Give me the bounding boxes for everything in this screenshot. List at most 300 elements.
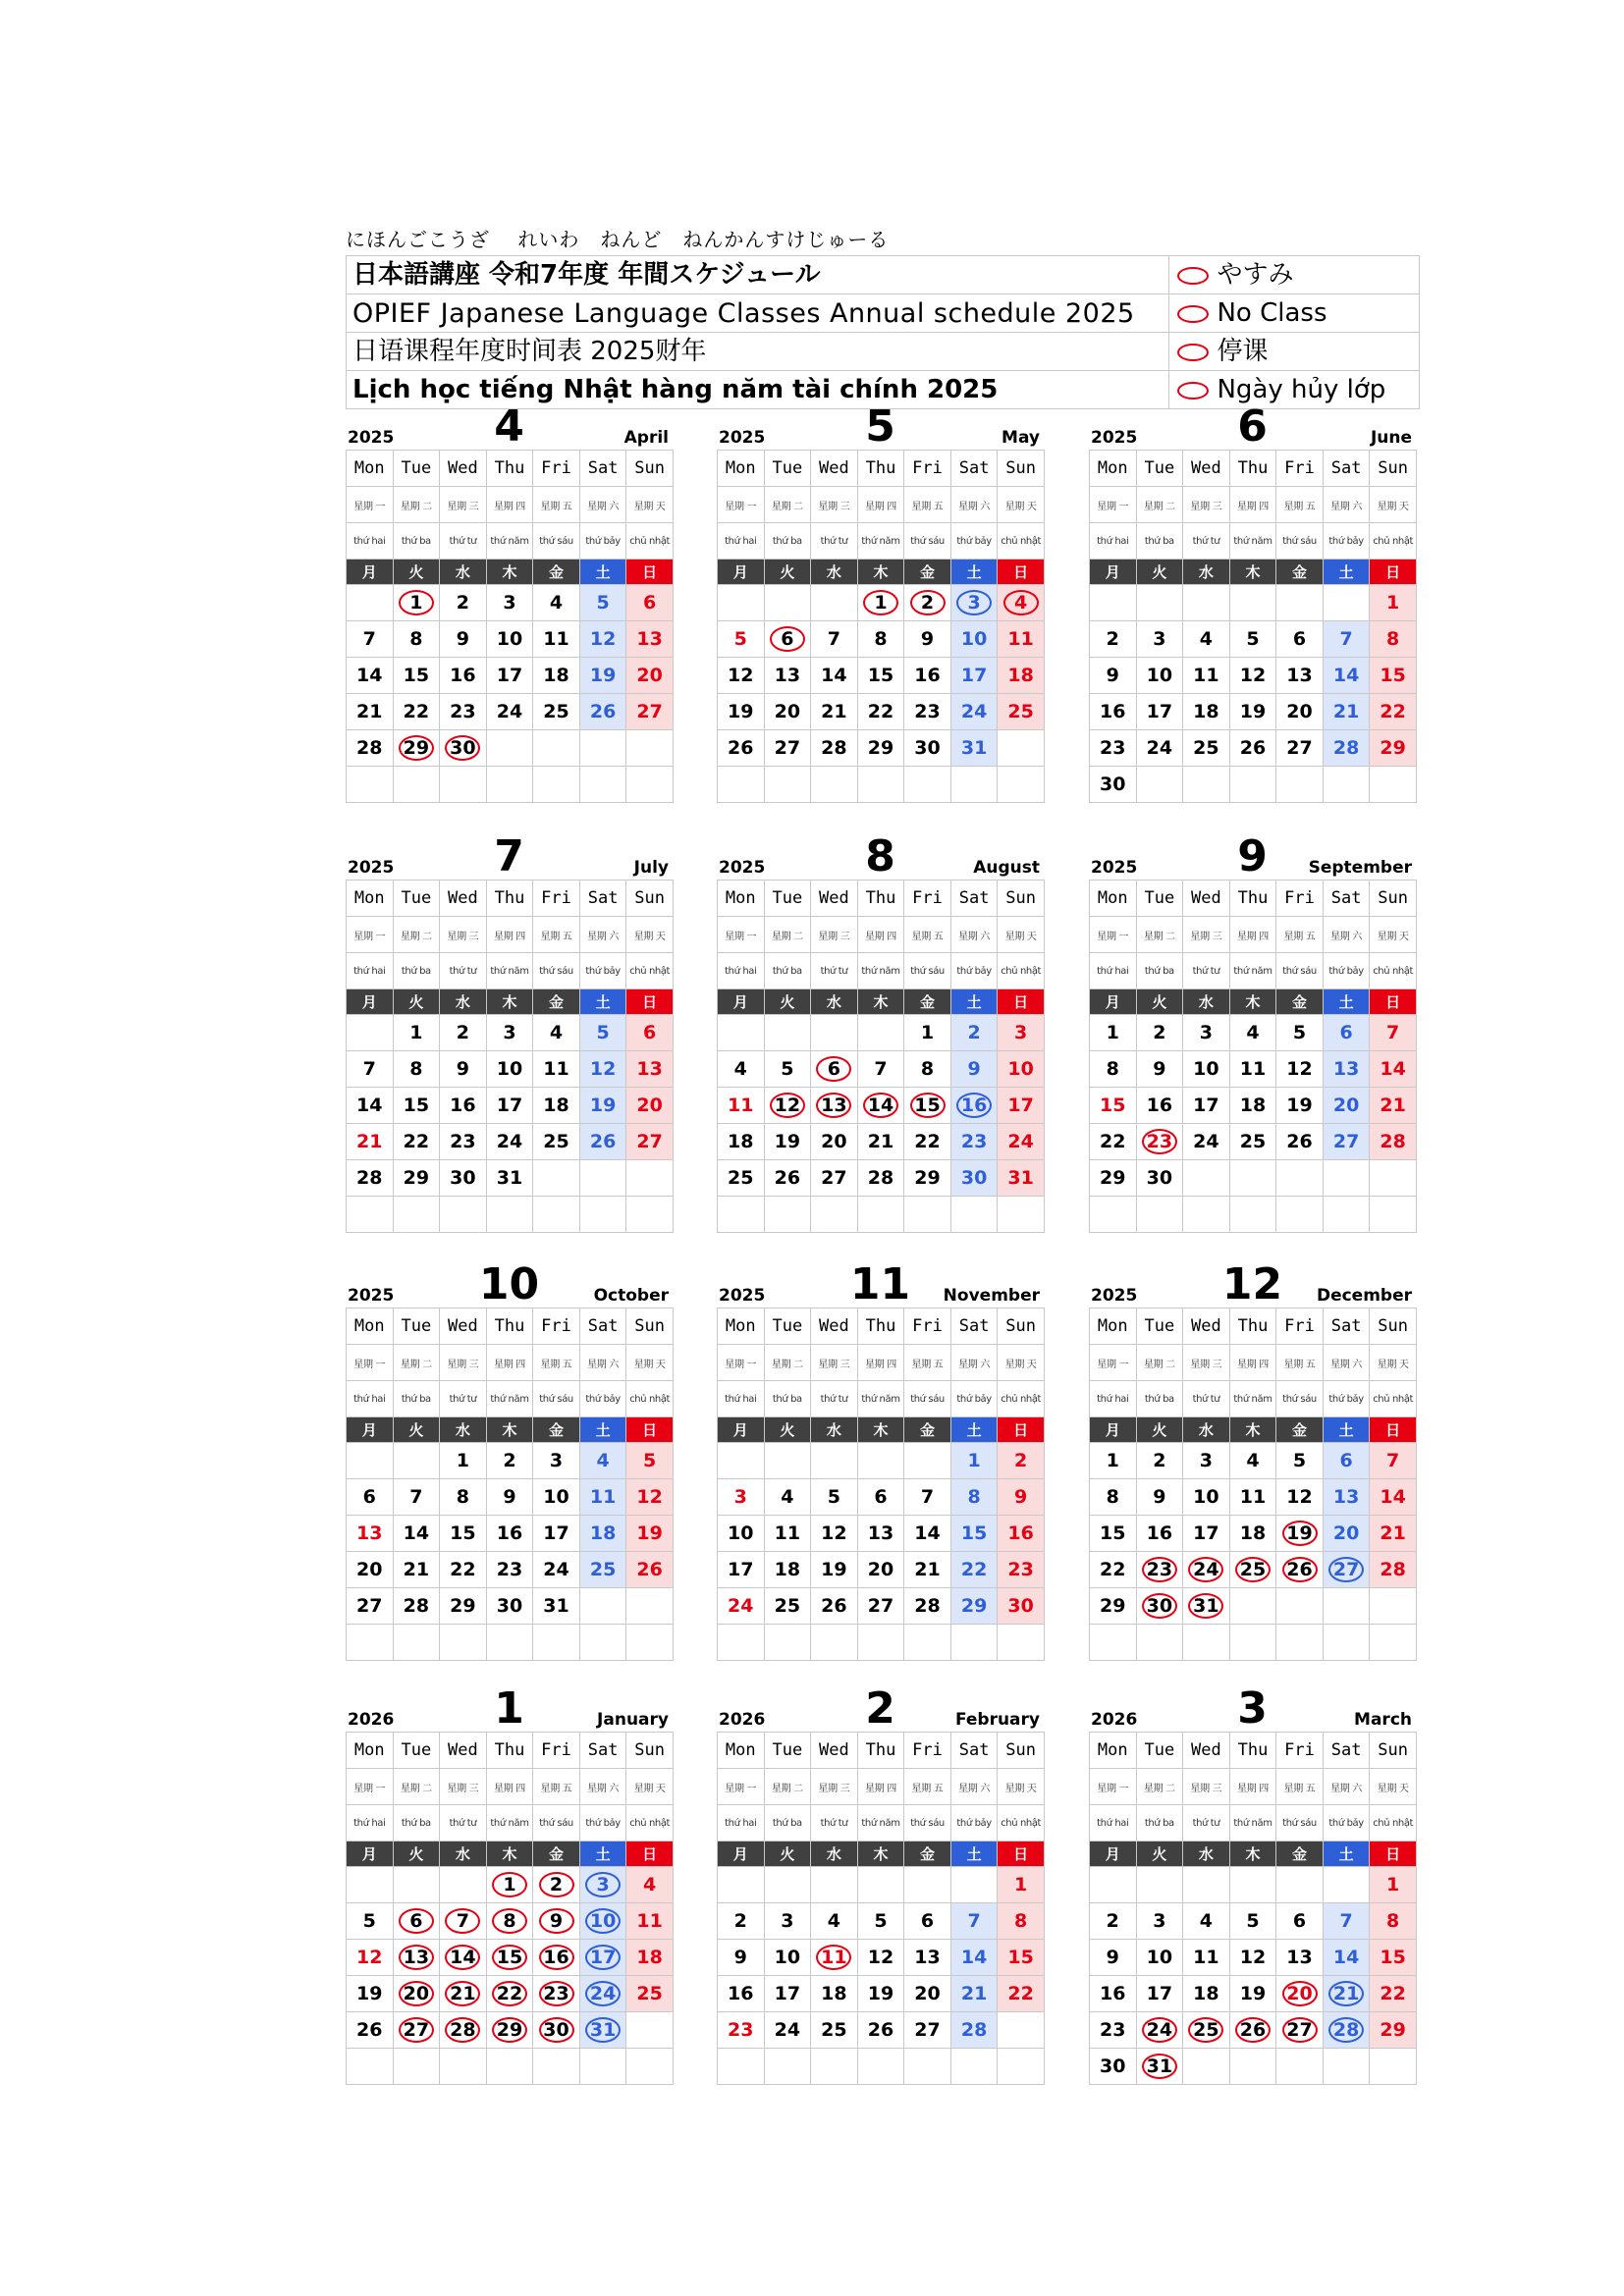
week-row [1090, 1160, 1417, 1197]
weekday-vietnamese-label: chủ nhật [998, 1805, 1045, 1842]
day-cell: 12 [1229, 658, 1276, 694]
month-header [1089, 831, 1416, 881]
weekday-vietnamese-row [347, 953, 674, 989]
day-cell [533, 1867, 580, 1903]
weekday-vietnamese-label: chủ nhật [626, 953, 674, 989]
month-day-grid [1089, 1308, 1417, 1661]
day-cell: 14 [811, 658, 858, 694]
week-row [718, 621, 1045, 658]
weekday-vietnamese-label: chủ nhật [1370, 1805, 1417, 1842]
weekday-english-label: Sat [579, 1308, 626, 1345]
weekday-english-label: Sun [626, 1733, 674, 1769]
day-cell: 10 [1136, 658, 1183, 694]
empty-cell [393, 2049, 440, 2085]
day-cell: 15 [1370, 658, 1417, 694]
weekday-japanese-label: 木 [1229, 1842, 1276, 1867]
day-cell: 11 [998, 621, 1045, 658]
weekday-vietnamese-label: thứ ba [764, 1381, 811, 1417]
day-cell: 1 [904, 1015, 951, 1051]
month-name: September [1308, 858, 1412, 878]
empty-cell [857, 1867, 904, 1903]
weekday-vietnamese-label: thứ bảy [1323, 1805, 1370, 1842]
empty-cell [764, 585, 811, 621]
empty-cell [904, 1625, 951, 1661]
day-cell: 15 [440, 1516, 487, 1552]
weekday-japanese-label: 水 [440, 989, 487, 1015]
week-row [718, 694, 1045, 730]
weekday-english-label: Sat [950, 1733, 998, 1769]
day-cell: 17 [1183, 1516, 1230, 1552]
day-cell [533, 1940, 580, 1976]
day-cell: 7 [1370, 1015, 1417, 1051]
no-class-day-marker: 27 [1282, 2017, 1318, 2043]
weekday-chinese-row [347, 1769, 674, 1805]
day-cell: 10 [950, 621, 998, 658]
empty-cell [626, 1588, 674, 1625]
day-cell: 4 [811, 1903, 858, 1940]
day-cell [1136, 2049, 1183, 2085]
month-day-grid [346, 1732, 674, 2085]
weekday-english-label: Sun [998, 1308, 1045, 1345]
empty-cell [1370, 767, 1417, 803]
day-cell: 25 [764, 1588, 811, 1625]
weekday-english-label: Thu [1229, 1733, 1276, 1769]
weekday-vietnamese-label: thứ tư [1183, 523, 1230, 560]
day-cell: 6 [626, 585, 674, 621]
weekday-vietnamese-label: thứ ba [1136, 953, 1183, 989]
weekday-english-label: Mon [347, 1733, 394, 1769]
month-header [717, 1259, 1044, 1309]
empty-cell [579, 1625, 626, 1661]
weekday-vietnamese-label: thứ hai [347, 953, 394, 989]
weekday-japanese-row [347, 1417, 674, 1443]
week-row [718, 1197, 1045, 1233]
no-class-day-marker: 22 [492, 1981, 527, 2006]
day-cell: 28 [857, 1160, 904, 1197]
day-cell: 29 [904, 1160, 951, 1197]
day-cell: 10 [1136, 1940, 1183, 1976]
day-cell: 3 [1183, 1443, 1230, 1479]
weekday-chinese-label: 星期 五 [904, 1345, 951, 1381]
weekday-chinese-label: 星期 二 [1136, 1345, 1183, 1381]
empty-cell [1370, 1197, 1417, 1233]
empty-cell [440, 2049, 487, 2085]
month-name: May [1001, 428, 1040, 448]
day-cell: 19 [347, 1976, 394, 2012]
day-cell: 24 [1136, 730, 1183, 767]
month-number: 7 [494, 831, 524, 881]
month-number: 10 [478, 1259, 540, 1309]
day-cell: 21 [950, 1976, 998, 2012]
day-cell: 31 [950, 730, 998, 767]
weekday-japanese-label: 日 [626, 560, 674, 585]
no-class-day-marker: 9 [539, 1908, 574, 1934]
weekday-japanese-label: 木 [486, 1417, 533, 1443]
month-number: 5 [865, 401, 895, 452]
day-cell: 14 [347, 1088, 394, 1124]
day-cell [579, 1867, 626, 1903]
weekday-vietnamese-label: thứ hai [718, 953, 765, 989]
day-cell: 21 [857, 1124, 904, 1160]
day-cell: 6 [626, 1015, 674, 1051]
empty-cell [1276, 1867, 1324, 1903]
weekday-japanese-label: 日 [998, 989, 1045, 1015]
day-cell: 11 [718, 1088, 765, 1124]
day-cell [1183, 2012, 1230, 2049]
weekday-japanese-row [718, 1842, 1045, 1867]
day-cell: 24 [718, 1588, 765, 1625]
weekday-english-label: Mon [347, 881, 394, 917]
weekday-japanese-label: 金 [1276, 989, 1324, 1015]
day-cell: 11 [764, 1516, 811, 1552]
day-cell: 27 [626, 694, 674, 730]
weekday-chinese-label: 星期 天 [998, 917, 1045, 953]
weekday-chinese-label: 星期 三 [1183, 1345, 1230, 1381]
month-header [1089, 1259, 1416, 1309]
empty-cell [857, 1625, 904, 1661]
empty-cell [533, 767, 580, 803]
empty-cell [950, 767, 998, 803]
weekday-english-row [1090, 881, 1417, 917]
empty-cell [811, 1015, 858, 1051]
weekday-japanese-label: 土 [579, 1417, 626, 1443]
month-header [717, 1683, 1044, 1734]
month-header [346, 831, 673, 881]
day-cell: 31 [533, 1588, 580, 1625]
empty-cell [440, 1197, 487, 1233]
day-cell: 12 [579, 1051, 626, 1088]
month-name: December [1316, 1286, 1412, 1306]
day-cell: 30 [998, 1588, 1045, 1625]
month-day-grid [1089, 1732, 1417, 2085]
empty-cell [811, 1867, 858, 1903]
month-number: 9 [1237, 831, 1268, 881]
weekday-chinese-label: 星期 一 [718, 487, 765, 523]
day-cell: 12 [857, 1940, 904, 1976]
no-class-day-marker: 1 [863, 590, 898, 615]
weekday-english-label: Wed [811, 1308, 858, 1345]
week-row [347, 1443, 674, 1479]
day-cell [1276, 2012, 1324, 2049]
empty-cell [1090, 1197, 1137, 1233]
empty-cell [347, 1197, 394, 1233]
day-cell: 4 [579, 1443, 626, 1479]
day-cell: 22 [1090, 1124, 1137, 1160]
weekday-chinese-label: 星期 五 [533, 1345, 580, 1381]
week-row [347, 1088, 674, 1124]
day-cell: 17 [533, 1516, 580, 1552]
weekday-japanese-label: 月 [1090, 1417, 1137, 1443]
no-class-day-marker: 31 [1142, 2054, 1177, 2079]
day-cell: 14 [1370, 1051, 1417, 1088]
day-cell: 19 [626, 1516, 674, 1552]
empty-cell [718, 767, 765, 803]
no-class-day-marker: 21 [445, 1981, 480, 2006]
week-row [1090, 1940, 1417, 1976]
week-row [1090, 2012, 1417, 2049]
weekday-english-label: Wed [440, 451, 487, 487]
weekday-english-label: Fri [1276, 881, 1324, 917]
weekday-vietnamese-label: chủ nhật [1370, 1381, 1417, 1417]
weekday-vietnamese-label: thứ bảy [579, 1381, 626, 1417]
weekday-japanese-label: 木 [1229, 560, 1276, 585]
day-cell: 18 [811, 1976, 858, 2012]
day-cell: 7 [1370, 1443, 1417, 1479]
empty-cell [1229, 1867, 1276, 1903]
weekday-japanese-label: 火 [764, 1417, 811, 1443]
day-cell: 12 [1276, 1479, 1324, 1516]
weekday-chinese-label: 星期 天 [998, 487, 1045, 523]
day-cell: 20 [811, 1124, 858, 1160]
day-cell: 16 [1090, 694, 1137, 730]
no-class-day-marker: 29 [399, 735, 434, 761]
weekday-chinese-label: 星期 一 [1090, 1769, 1137, 1805]
weekday-japanese-label: 水 [1183, 989, 1230, 1015]
weekday-vietnamese-label: thứ bảy [950, 1381, 998, 1417]
weekday-vietnamese-label: thứ năm [1229, 953, 1276, 989]
weekday-japanese-label: 月 [718, 560, 765, 585]
day-cell: 5 [579, 585, 626, 621]
empty-cell [347, 585, 394, 621]
weekday-japanese-label: 木 [857, 1842, 904, 1867]
day-cell: 17 [486, 658, 533, 694]
weekday-english-label: Thu [857, 1733, 904, 1769]
empty-cell [626, 2012, 674, 2049]
weekday-vietnamese-label: thứ tư [811, 1381, 858, 1417]
weekday-japanese-label: 水 [440, 1417, 487, 1443]
weekday-chinese-label: 星期 天 [1370, 1345, 1417, 1381]
week-row [1090, 694, 1417, 730]
empty-cell [626, 1197, 674, 1233]
empty-cell [533, 730, 580, 767]
weekday-english-label: Thu [486, 1733, 533, 1769]
day-cell [857, 585, 904, 621]
weekday-english-label: Wed [1183, 451, 1230, 487]
day-cell: 11 [1183, 1940, 1230, 1976]
weekday-japanese-label: 月 [1090, 1842, 1137, 1867]
weekday-english-label: Sun [998, 1733, 1045, 1769]
weekday-english-label: Fri [904, 1733, 951, 1769]
day-cell: 29 [440, 1588, 487, 1625]
day-cell: 18 [998, 658, 1045, 694]
day-cell [533, 1903, 580, 1940]
day-cell: 23 [998, 1552, 1045, 1588]
weekday-japanese-label: 日 [998, 1417, 1045, 1443]
month-header [717, 401, 1044, 452]
week-row [347, 1160, 674, 1197]
empty-cell [347, 1015, 394, 1051]
weekday-vietnamese-label: chủ nhật [626, 523, 674, 560]
day-cell: 19 [764, 1124, 811, 1160]
weekday-chinese-label: 星期 四 [1229, 487, 1276, 523]
month-year: 2025 [719, 858, 766, 878]
weekday-japanese-label: 水 [811, 989, 858, 1015]
day-cell: 3 [1136, 621, 1183, 658]
no-class-day-marker: 8 [492, 1908, 527, 1934]
day-cell: 23 [440, 1124, 487, 1160]
weekday-japanese-label: 日 [626, 1842, 674, 1867]
day-cell: 1 [998, 1867, 1045, 1903]
day-cell: 2 [486, 1443, 533, 1479]
day-cell: 4 [533, 585, 580, 621]
weekday-japanese-label: 月 [347, 989, 394, 1015]
weekday-chinese-label: 星期 三 [1183, 487, 1230, 523]
weekday-chinese-label: 星期 天 [626, 917, 674, 953]
empty-cell [393, 1443, 440, 1479]
empty-cell [904, 2049, 951, 2085]
day-cell: 6 [1323, 1015, 1370, 1051]
month-calendar-march [1089, 1683, 1416, 2085]
week-row [347, 621, 674, 658]
weekday-japanese-label: 月 [1090, 560, 1137, 585]
weekday-english-label: Sun [1370, 881, 1417, 917]
empty-cell [393, 1625, 440, 1661]
weekday-vietnamese-label: thứ ba [764, 1805, 811, 1842]
weekday-english-label: Thu [857, 881, 904, 917]
weekday-english-label: Mon [347, 451, 394, 487]
weekday-chinese-row [718, 1345, 1045, 1381]
day-cell [486, 1976, 533, 2012]
weekday-chinese-label: 星期 二 [764, 1345, 811, 1381]
day-cell: 14 [904, 1516, 951, 1552]
weekday-vietnamese-label: thứ tư [1183, 953, 1230, 989]
legend-label: 停课 [1217, 337, 1269, 366]
weekday-english-label: Sat [1323, 1733, 1370, 1769]
week-row [1090, 1051, 1417, 1088]
week-row [718, 1552, 1045, 1588]
weekday-english-label: Sun [626, 1308, 674, 1345]
day-cell: 27 [347, 1588, 394, 1625]
weekday-chinese-label: 星期 一 [347, 487, 394, 523]
no-class-day-marker: 16 [956, 1093, 992, 1118]
weekday-vietnamese-label: chủ nhật [1370, 523, 1417, 560]
day-cell: 4 [764, 1479, 811, 1516]
empty-cell [1229, 767, 1276, 803]
week-row [1090, 1443, 1417, 1479]
empty-cell [811, 767, 858, 803]
day-cell [1136, 1588, 1183, 1625]
week-row [1090, 1867, 1417, 1903]
day-cell: 19 [579, 1088, 626, 1124]
weekday-vietnamese-label: thứ năm [486, 1381, 533, 1417]
month-day-grid [717, 880, 1045, 1233]
weekday-english-label: Sat [579, 881, 626, 917]
day-cell: 4 [1229, 1443, 1276, 1479]
day-cell: 25 [626, 1976, 674, 2012]
no-class-day-marker: 31 [585, 2017, 621, 2043]
month-name: November [943, 1286, 1040, 1306]
week-row [718, 2012, 1045, 2049]
week-row [1090, 1516, 1417, 1552]
day-cell: 22 [998, 1976, 1045, 2012]
weekday-vietnamese-label: thứ năm [857, 1381, 904, 1417]
no-class-day-marker: 10 [585, 1908, 621, 1934]
day-cell: 3 [764, 1903, 811, 1940]
month-calendar-january [346, 1683, 673, 2085]
day-cell: 29 [1090, 1160, 1137, 1197]
weekday-english-label: Tue [764, 1733, 811, 1769]
month-name: July [633, 858, 669, 878]
day-cell: 8 [440, 1479, 487, 1516]
month-number: 12 [1221, 1259, 1283, 1309]
weekday-english-label: Sat [1323, 1308, 1370, 1345]
weekday-japanese-label: 水 [1183, 560, 1230, 585]
week-row [1090, 1976, 1417, 2012]
weekday-chinese-label: 星期 三 [440, 1769, 487, 1805]
week-row [347, 2012, 674, 2049]
weekday-vietnamese-label: thứ sáu [1276, 953, 1324, 989]
weekday-japanese-label: 金 [533, 989, 580, 1015]
day-cell: 20 [764, 694, 811, 730]
week-row [1090, 1124, 1417, 1160]
no-class-day-marker: 13 [399, 1945, 434, 1970]
day-cell: 16 [486, 1516, 533, 1552]
weekday-vietnamese-label: thứ sáu [1276, 1381, 1324, 1417]
weekday-japanese-label: 水 [440, 1842, 487, 1867]
day-cell: 4 [718, 1051, 765, 1088]
empty-cell [857, 767, 904, 803]
weekday-english-row [1090, 451, 1417, 487]
day-cell: 4 [533, 1015, 580, 1051]
day-cell: 11 [1229, 1479, 1276, 1516]
weekday-english-label: Fri [904, 881, 951, 917]
weekday-english-label: Mon [718, 1308, 765, 1345]
day-cell: 23 [440, 694, 487, 730]
day-cell: 15 [950, 1516, 998, 1552]
weekday-chinese-label: 星期 一 [1090, 917, 1137, 953]
empty-cell [393, 1197, 440, 1233]
day-cell: 13 [626, 621, 674, 658]
month-year: 2025 [719, 428, 766, 448]
empty-cell [579, 1197, 626, 1233]
day-cell: 4 [1183, 1903, 1230, 1940]
day-cell: 26 [857, 2012, 904, 2049]
day-cell: 18 [626, 1940, 674, 1976]
no-class-mark-icon [1177, 382, 1209, 400]
month-day-grid [346, 880, 674, 1233]
empty-cell [626, 2049, 674, 2085]
weekday-japanese-label: 火 [1136, 1417, 1183, 1443]
weekday-english-label: Tue [393, 1733, 440, 1769]
weekday-chinese-row [347, 1345, 674, 1381]
weekday-japanese-label: 木 [1229, 989, 1276, 1015]
weekday-vietnamese-label: thứ ba [1136, 1381, 1183, 1417]
weekday-chinese-label: 星期 三 [440, 1345, 487, 1381]
week-row [718, 1516, 1045, 1552]
day-cell: 11 [533, 621, 580, 658]
day-cell: 18 [533, 1088, 580, 1124]
weekday-chinese-row [718, 487, 1045, 523]
day-cell [393, 1940, 440, 1976]
weekday-english-label: Sun [998, 881, 1045, 917]
weekday-chinese-label: 星期 一 [718, 917, 765, 953]
day-cell: 2 [440, 1015, 487, 1051]
weekday-chinese-row [1090, 487, 1417, 523]
empty-cell [1183, 1197, 1230, 1233]
empty-cell [998, 2012, 1045, 2049]
day-cell: 10 [1183, 1051, 1230, 1088]
empty-cell [718, 2049, 765, 2085]
day-cell: 19 [1276, 1088, 1324, 1124]
weekday-japanese-label: 土 [1323, 989, 1370, 1015]
month-calendar-february [717, 1683, 1044, 2085]
weekday-chinese-label: 星期 六 [1323, 917, 1370, 953]
day-cell: 25 [1183, 730, 1230, 767]
day-cell: 2 [440, 585, 487, 621]
weekday-japanese-row [1090, 989, 1417, 1015]
weekday-japanese-label: 火 [1136, 1842, 1183, 1867]
weekday-english-label: Wed [1183, 1308, 1230, 1345]
